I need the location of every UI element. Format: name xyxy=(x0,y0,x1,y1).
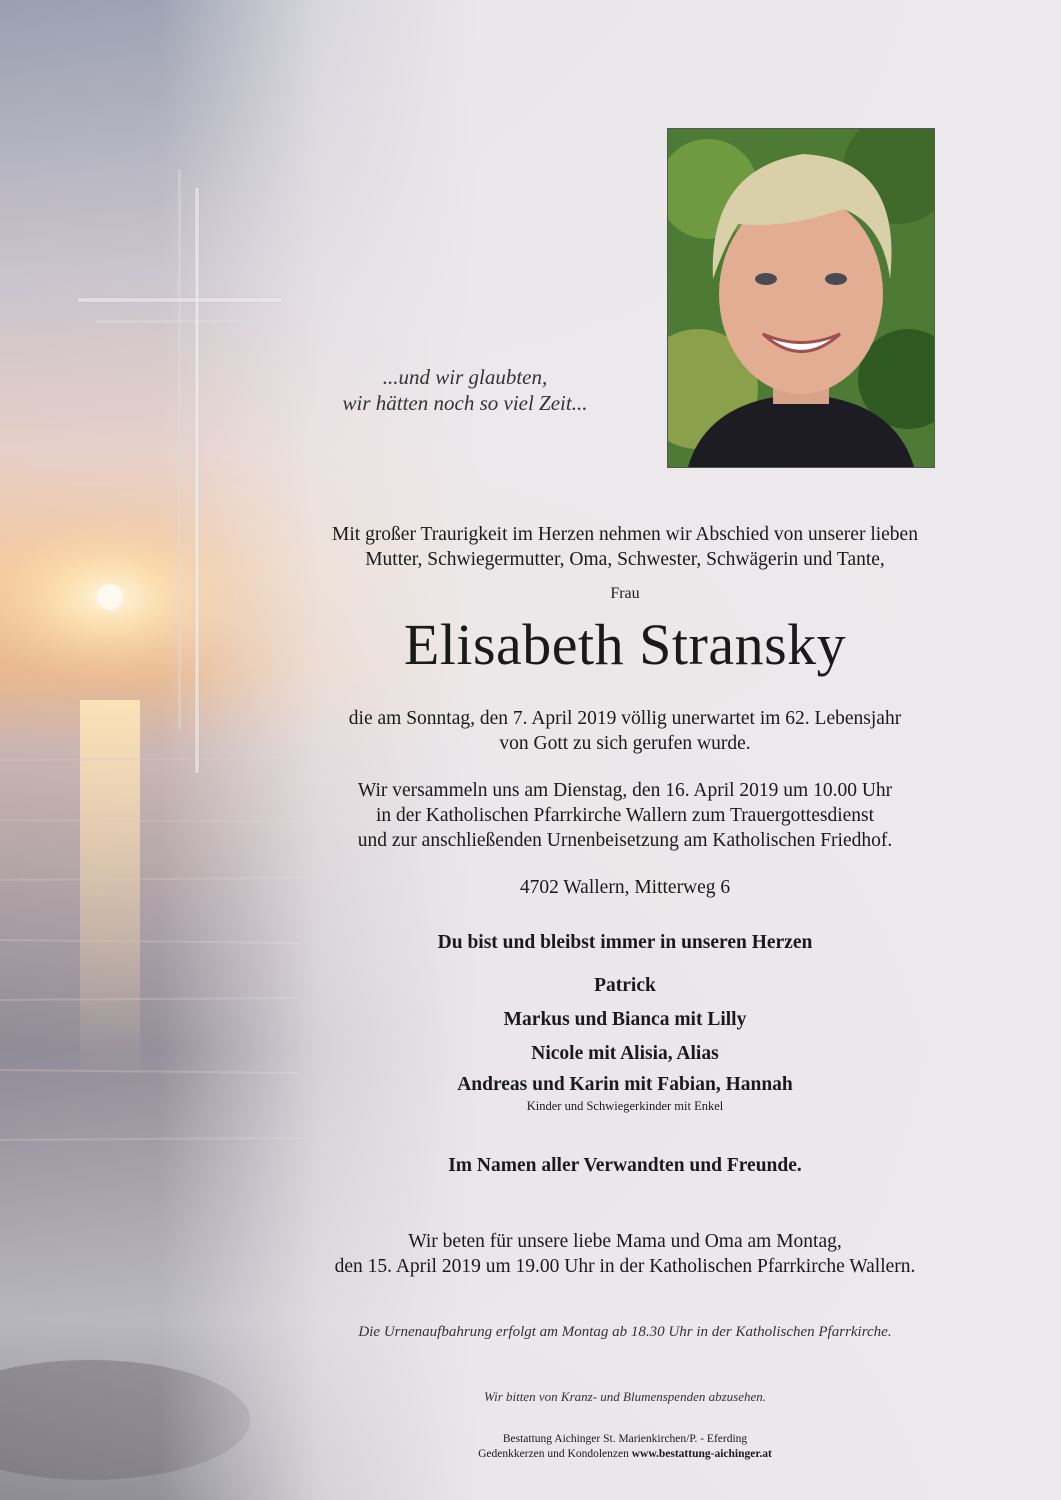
death-line: die am Sonntag, den 7. April 2019 völlig unerwartet im 62. Lebensjahr xyxy=(348,708,902,729)
footer-line xyxy=(290,1447,960,1462)
service-details xyxy=(290,778,960,853)
prayer-line: den 15. April 2019 um 19.00 Uhr in der Katholischen Pfarrkirche Wallern. xyxy=(334,1256,916,1277)
mourner-name: Markus und Bianca mit Lilly xyxy=(503,1009,747,1030)
footer-line: Bestattung Aichinger St. Marienkirchen/P. - Eferding xyxy=(502,1433,748,1445)
cross-decoration-shadow xyxy=(178,170,181,730)
memorial-quote xyxy=(310,364,620,416)
quote-line: wir hätten noch so viel Zeit... xyxy=(342,391,588,415)
service-line: und zur anschließenden Urnenbeisetzung am Katholischen Friedhof. xyxy=(357,830,893,851)
cross-decoration-shadow-bar xyxy=(96,320,276,323)
mourners-caption: Kinder und Schwiegerkinder mit Enkel xyxy=(526,1099,724,1113)
service-line: in der Katholischen Pfarrkirche Wallern zum Trauergottesdienst xyxy=(375,805,875,826)
urn-note: Die Urnenaufbahrung erfolgt am Montag ab 18.30 Uhr in der Katholischen Pfarrkirche. xyxy=(358,1324,892,1340)
cross-decoration-horizontal xyxy=(78,298,282,302)
mourner-name: Nicole mit Alisia, Alias xyxy=(531,1043,719,1064)
prayer-notice xyxy=(290,1229,960,1279)
deceased-name: Elisabeth Stransky xyxy=(403,612,847,677)
quote-line: ...und wir glaubten, xyxy=(382,365,548,389)
relatives-line: Im Namen aller Verwandten und Freunde. xyxy=(448,1155,802,1176)
cross-decoration-vertical xyxy=(195,188,199,773)
salutation: Frau xyxy=(610,585,640,602)
address: 4702 Wallern, Mitterweg 6 xyxy=(519,877,731,898)
intro-line: Mutter, Schwiegermutter, Oma, Schwester, Schwägerin und Tante, xyxy=(365,549,885,570)
flowers-note: Wir bitten von Kranz- und Blumenspenden abzusehen. xyxy=(484,1389,766,1404)
mourners-heading: Du bist und bleibst immer in unseren Herzen xyxy=(437,932,813,953)
intro-text xyxy=(290,522,960,572)
mourner-name: Andreas und Karin mit Fabian, Hannah xyxy=(457,1074,793,1095)
footer-prefix: Gedenkkerzen und Kondolenzen xyxy=(478,1448,629,1460)
website-link[interactable]: www.bestattung-aichinger.at xyxy=(631,1448,772,1460)
mourners-list xyxy=(290,969,960,1098)
funeral-home-footer xyxy=(290,1432,960,1462)
prayer-line: Wir beten für unsere liebe Mama und Oma am Montag, xyxy=(408,1231,842,1252)
death-notice xyxy=(290,706,960,756)
service-line: Wir versammeln uns am Dienstag, den 16. April 2019 um 10.00 Uhr xyxy=(357,780,893,801)
intro-line: Mit großer Traurigkeit im Herzen nehmen wir Abschied von unserer lieben xyxy=(332,524,918,545)
death-line: von Gott zu sich gerufen wurde. xyxy=(499,733,751,754)
mourner-name: Patrick xyxy=(594,975,656,996)
portrait-photo xyxy=(667,128,935,468)
